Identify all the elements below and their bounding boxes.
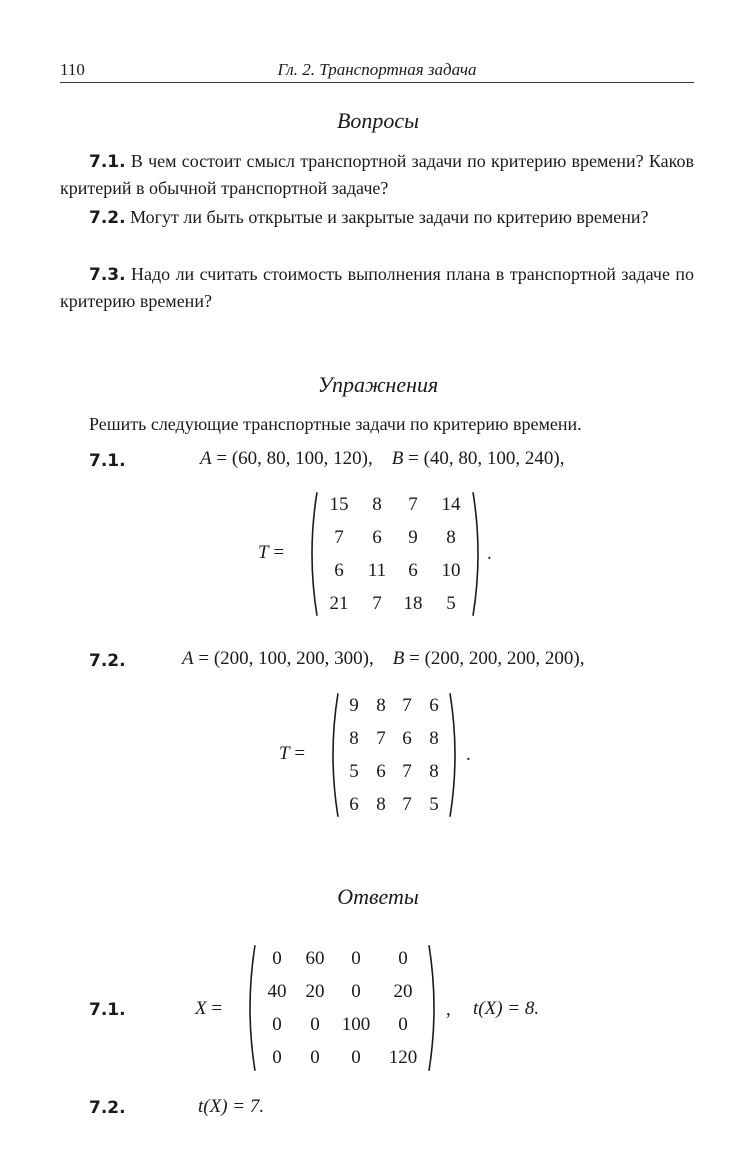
matrix-row <box>257 975 427 1008</box>
matrix-row <box>340 722 448 755</box>
matrix-cell: 10 <box>441 559 461 581</box>
matrix-cell: 5 <box>349 760 359 782</box>
matrix-cell: 8 <box>429 760 439 782</box>
matrix-cell: 0 <box>398 1013 408 1035</box>
matrix-label-t: T = <box>258 542 285 563</box>
matrix-cell: 8 <box>376 694 386 716</box>
matrix-cell: 7 <box>402 760 412 782</box>
answer-objective-7-1: t(X) = 8. <box>473 998 540 1019</box>
matrix-cell: 0 <box>272 1013 282 1035</box>
demand-vector: (40, 80, 100, 240), <box>423 448 565 469</box>
matrix-label-t: T = <box>279 743 306 764</box>
section-title-answers: Ответы <box>337 884 419 909</box>
matrix-cell: 8 <box>349 727 359 749</box>
question-text: Могут ли быть открытые и закрытые задачи по критерию времени? <box>130 207 649 227</box>
matrix-row <box>340 689 448 722</box>
section-title-questions: Вопросы <box>336 108 420 133</box>
matrix-cell: 6 <box>376 760 386 782</box>
section-title-exercises: Упражнения <box>317 372 439 397</box>
matrix-cell: 14 <box>441 493 461 515</box>
matrix-row <box>319 554 471 587</box>
matrix-cell: 60 <box>305 947 325 969</box>
supply-vector: (60, 80, 100, 120), <box>231 448 373 469</box>
matrix-cell: 7 <box>334 526 344 548</box>
matrix-cell: 0 <box>351 1046 361 1068</box>
matrix-cell: 18 <box>403 592 423 614</box>
matrix-cell: 6 <box>408 559 418 581</box>
answer-separator-comma: , <box>446 999 451 1020</box>
matrix-t-7-2 <box>326 692 462 818</box>
matrix-cell: 6 <box>334 559 344 581</box>
answer-objective-7-2: t(X) = 7. <box>198 1096 265 1117</box>
question-number: 7.3. <box>89 265 126 285</box>
question-7-2 <box>60 204 694 231</box>
left-paren <box>326 692 340 818</box>
matrix-cell: 0 <box>351 947 361 969</box>
matrix-cell: 21 <box>329 592 349 614</box>
chapter-title: Гл. 2. Транспортная задача <box>277 60 477 79</box>
matrix-cell: 7 <box>402 694 412 716</box>
matrix-row <box>257 1041 427 1074</box>
matrix-cell: 7 <box>376 727 386 749</box>
matrix-cell: 15 <box>329 493 349 515</box>
right-paren <box>471 491 485 617</box>
matrix-cell: 6 <box>429 694 439 716</box>
matrix-cell: 0 <box>351 980 361 1002</box>
matrix-cell: 40 <box>267 980 287 1002</box>
matrix-cell: 0 <box>398 947 408 969</box>
matrix-cell: 100 <box>341 1013 371 1035</box>
matrix-row <box>257 1008 427 1041</box>
matrix-row <box>319 488 471 521</box>
problem-7-1-supply-demand: A = (60, 80, 100, 120), B = (40, 80, 100, 240), <box>200 448 565 469</box>
matrix-end-period: . <box>487 543 492 564</box>
supply-vector: (200, 100, 200, 300), <box>213 648 374 669</box>
matrix-label-x: X = <box>195 998 223 1019</box>
right-paren <box>427 944 441 1072</box>
matrix-cell: 7 <box>372 592 382 614</box>
running-header <box>60 60 694 83</box>
problem-7-2-supply-demand: A = (200, 100, 200, 300), B = (200, 200, 200, 200), <box>182 648 585 669</box>
matrix-cell: 0 <box>272 1046 282 1068</box>
problem-number: 7.1. <box>89 451 126 471</box>
matrix-cell: 5 <box>429 793 439 815</box>
question-7-3 <box>60 261 694 314</box>
page-number: 110 <box>60 60 85 79</box>
matrix-cell: 7 <box>408 493 418 515</box>
question-number: 7.2. <box>89 208 126 228</box>
matrix-cell: 7 <box>402 793 412 815</box>
question-text: В чем состоит смысл транспортной задачи по критерию времени? Каков критерий в обычной транспортной задаче? <box>60 151 694 198</box>
exercises-intro: Решить следующие транспортные задачи по критерию времени. <box>89 414 582 434</box>
demand-vector: (200, 200, 200, 200), <box>424 648 585 669</box>
matrix-row <box>340 755 448 788</box>
left-paren <box>305 491 319 617</box>
matrix-cell: 8 <box>376 793 386 815</box>
matrix-cell: 120 <box>388 1046 418 1068</box>
answer-number: 7.2. <box>89 1098 126 1118</box>
matrix-cell: 20 <box>305 980 325 1002</box>
problem-number: 7.2. <box>89 651 126 671</box>
matrix-cell: 6 <box>402 727 412 749</box>
matrix-t-7-1 <box>305 491 485 617</box>
matrix-row <box>319 521 471 554</box>
matrix-cell: 0 <box>272 947 282 969</box>
matrix-cell: 20 <box>393 980 413 1002</box>
matrix-cell: 8 <box>372 493 382 515</box>
matrix-cell: 5 <box>446 592 456 614</box>
matrix-cell: 11 <box>367 559 387 581</box>
question-number: 7.1. <box>89 152 126 172</box>
question-text: Надо ли считать стоимость выполнения плана в транспортной задаче по критерию времени? <box>60 264 694 311</box>
right-paren <box>448 692 462 818</box>
matrix-end-period: . <box>466 744 471 765</box>
matrix-row <box>319 587 471 620</box>
matrix-row <box>257 942 427 975</box>
matrix-x-7-1 <box>243 944 441 1072</box>
matrix-cell: 0 <box>310 1046 320 1068</box>
matrix-cell: 0 <box>310 1013 320 1035</box>
matrix-cell: 8 <box>446 526 456 548</box>
matrix-row <box>340 788 448 821</box>
answer-number: 7.1. <box>89 1000 126 1020</box>
question-7-1 <box>60 148 694 201</box>
matrix-cell: 6 <box>349 793 359 815</box>
left-paren <box>243 944 257 1072</box>
matrix-cell: 9 <box>349 694 359 716</box>
matrix-cell: 6 <box>372 526 382 548</box>
matrix-cell: 8 <box>429 727 439 749</box>
matrix-cell: 9 <box>408 526 418 548</box>
